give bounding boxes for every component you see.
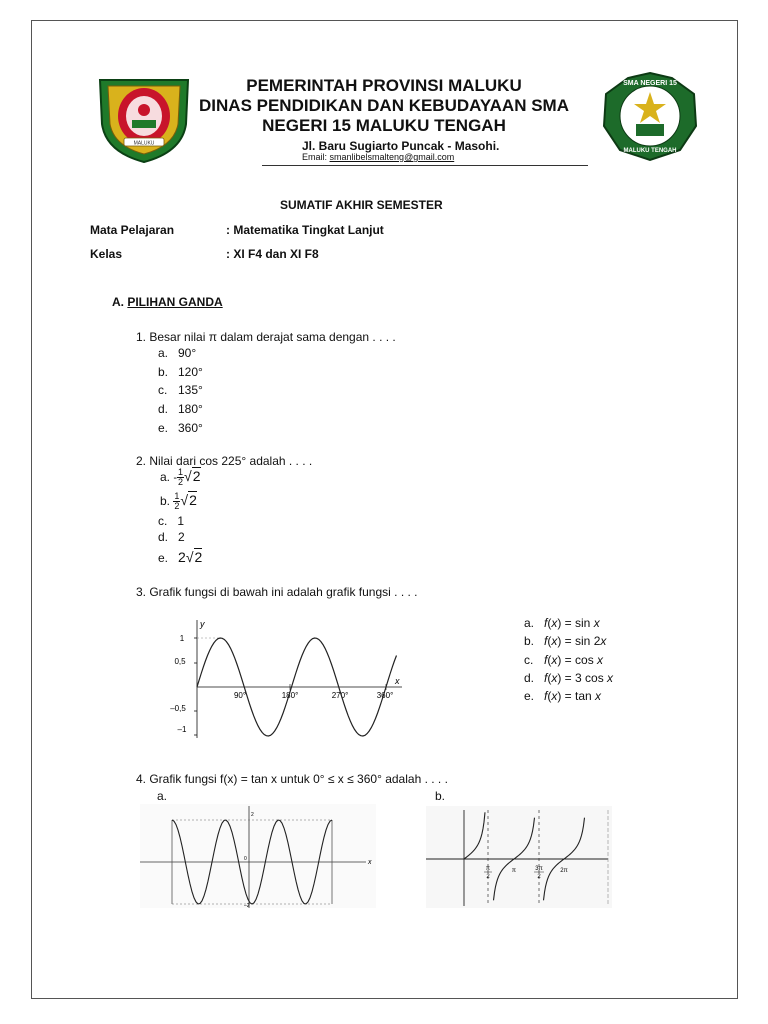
q2-b-sqrt: √2 <box>180 492 197 508</box>
q3-y-tick-neg-1: –1 <box>177 725 187 734</box>
q1-option-letter: d. <box>158 402 169 417</box>
subject-value: : Matematika Tingkat Lanjut <box>226 223 384 237</box>
q2-text: 2. Nilai dari cos 225° adalah . . . . <box>136 454 313 468</box>
q1-option-letter: a. <box>158 346 169 360</box>
q3-text: 3. Grafik fungsi di bawah ini adalah grafik fungsi . . . . <box>136 585 418 599</box>
q3-option-letter: e. <box>524 689 535 704</box>
q4-option-b-letter: b. <box>435 789 446 803</box>
q3-y-label: y <box>200 619 205 629</box>
header-line-2: DINAS PENDIDIKAN DAN KEBUDAYAAN SMA <box>199 96 569 115</box>
q1-option-letter: e. <box>158 420 169 435</box>
q4-graph-b <box>426 806 612 908</box>
class-value: : XI F4 dan XI F8 <box>226 247 319 261</box>
q1-text: 1. Besar nilai π dalam derajat sama dengan . . . . <box>136 330 396 344</box>
q3-option-c <box>524 653 603 667</box>
q1-option-letter: c. <box>158 383 168 398</box>
q2-option-d <box>158 530 185 544</box>
class-label: Kelas <box>90 247 123 261</box>
header-email-row <box>302 152 454 162</box>
q2-b-radicand: 2 <box>189 492 197 508</box>
q4a-y-top: 2 <box>251 812 254 818</box>
q4a-y-bottom: –2 <box>244 903 250 908</box>
q2-option-c <box>158 514 184 528</box>
q3-option-text: f(x) = 3 cos x <box>544 670 614 685</box>
q2-e-radicand: 2 <box>194 549 203 565</box>
right-logo-text-top: SMA NEGERI 15 <box>623 80 677 87</box>
q3-y-tick-neg-0-5: –0,5 <box>170 704 186 713</box>
q4b-tick-pi-2-den: 2 <box>486 874 490 880</box>
q1-option-text: 120° <box>178 364 203 379</box>
q4b-tick-2pi: 2π <box>560 868 568 874</box>
q3-y-tick-1: 1 <box>179 634 185 643</box>
page-border <box>31 20 738 999</box>
q2-d-letter: d. <box>158 530 169 544</box>
q1-option-a <box>158 346 196 360</box>
q4a-zero: 0 <box>244 856 247 862</box>
q2-b-letter: b. <box>160 494 171 508</box>
q4-text: 4. Grafik fungsi f(x) = tan x untuk 0° ≤ x ≤ 360° adalah . . . . <box>136 772 448 786</box>
q2-b-numerator: 1 <box>174 491 180 502</box>
q2-option-e <box>158 549 202 565</box>
header-divider <box>262 165 588 166</box>
left-logo-text: MALUKU <box>133 140 155 147</box>
q3-x-tick-90: 90° <box>233 691 247 700</box>
q3-option-letter: d. <box>524 670 535 685</box>
q3-option-letter: a. <box>524 616 535 630</box>
q3-y-tick-0-5: 0,5 <box>174 657 186 666</box>
q3-option-b <box>524 634 606 648</box>
q3-option-a <box>524 616 600 630</box>
q1-option-text: 135° <box>178 383 203 398</box>
q4-graph-a <box>140 804 376 908</box>
section-heading <box>112 295 223 309</box>
q1-option-e <box>158 421 203 435</box>
header-line-3: NEGERI 15 MALUKU TENGAH <box>262 116 506 135</box>
q1-option-letter: b. <box>158 364 169 379</box>
q4b-tick-3pi-2-num: 3π <box>535 866 543 872</box>
q2-option-b <box>160 492 197 511</box>
q3-x-tick-360: 360° <box>376 691 394 700</box>
q3-option-d <box>524 671 613 685</box>
q3-option-e <box>524 689 601 703</box>
q2-a-fraction <box>177 468 184 487</box>
q3-option-text: f(x) = sin x <box>544 616 600 630</box>
right-logo-text-bottom: MALUKU TENGAH <box>623 148 677 154</box>
q2-a-radicand: 2 <box>192 468 201 484</box>
email-link[interactable]: smanlibelsmalteng@gmail.com <box>329 152 455 162</box>
q2-e-expr: 2√2 <box>178 549 203 565</box>
q1-option-text: 90° <box>178 346 197 360</box>
section-prefix: A. <box>112 295 124 309</box>
subject-label: Mata Pelajaran <box>90 223 175 237</box>
q2-c-text: 1 <box>177 514 185 528</box>
q2-c-letter: c. <box>158 514 168 528</box>
q2-a-letter: a. <box>160 470 171 484</box>
q1-option-text: 360° <box>178 420 203 435</box>
q4b-tick-pi: π <box>511 868 517 874</box>
q3-option-letter: b. <box>524 634 535 649</box>
school-logo <box>600 70 700 162</box>
q3-option-text: f(x) = tan x <box>544 689 602 704</box>
header-address: Jl. Baru Sugiarto Puncak - Masohi. <box>302 139 500 153</box>
q1-option-d <box>158 402 203 416</box>
section-title: PILIHAN GANDA <box>127 295 223 309</box>
header-line-1: PEMERINTAH PROVINSI MALUKU <box>246 76 522 95</box>
q2-a-numerator: 1 <box>178 467 184 478</box>
q4-option-a-letter: a. <box>157 789 168 803</box>
q2-b-denominator: 2 <box>174 501 180 512</box>
q2-e-coef: 2 <box>178 549 186 565</box>
q3-option-letter: c. <box>524 652 534 667</box>
q4a-x-label: x <box>368 859 372 866</box>
q3-option-text: f(x) = sin 2x <box>544 634 607 649</box>
q3-option-text: f(x) = cos x <box>544 652 604 667</box>
q2-d-text: 2 <box>178 530 185 544</box>
email-label: Email: <box>302 152 328 162</box>
q2-a-denominator: 2 <box>178 477 184 488</box>
q2-a-sqrt: √2 <box>184 468 201 484</box>
q3-x-tick-180: 180° <box>281 691 299 700</box>
q4b-tick-pi-2-num: π <box>485 866 491 872</box>
q4b-tick-3pi-2-den: 2 <box>537 874 541 880</box>
q2-option-a <box>160 468 201 487</box>
q3-x-tick-270: 270° <box>331 691 349 700</box>
q3-cosine-graph <box>160 618 410 740</box>
q3-x-label: x <box>395 676 400 686</box>
q1-option-c <box>158 383 203 397</box>
q2-e-letter: e. <box>158 551 169 565</box>
q1-option-text: 180° <box>178 402 203 417</box>
q1-option-b <box>158 365 203 379</box>
q2-a-sign: - <box>173 472 178 484</box>
exam-title: SUMATIF AKHIR SEMESTER <box>280 198 443 212</box>
